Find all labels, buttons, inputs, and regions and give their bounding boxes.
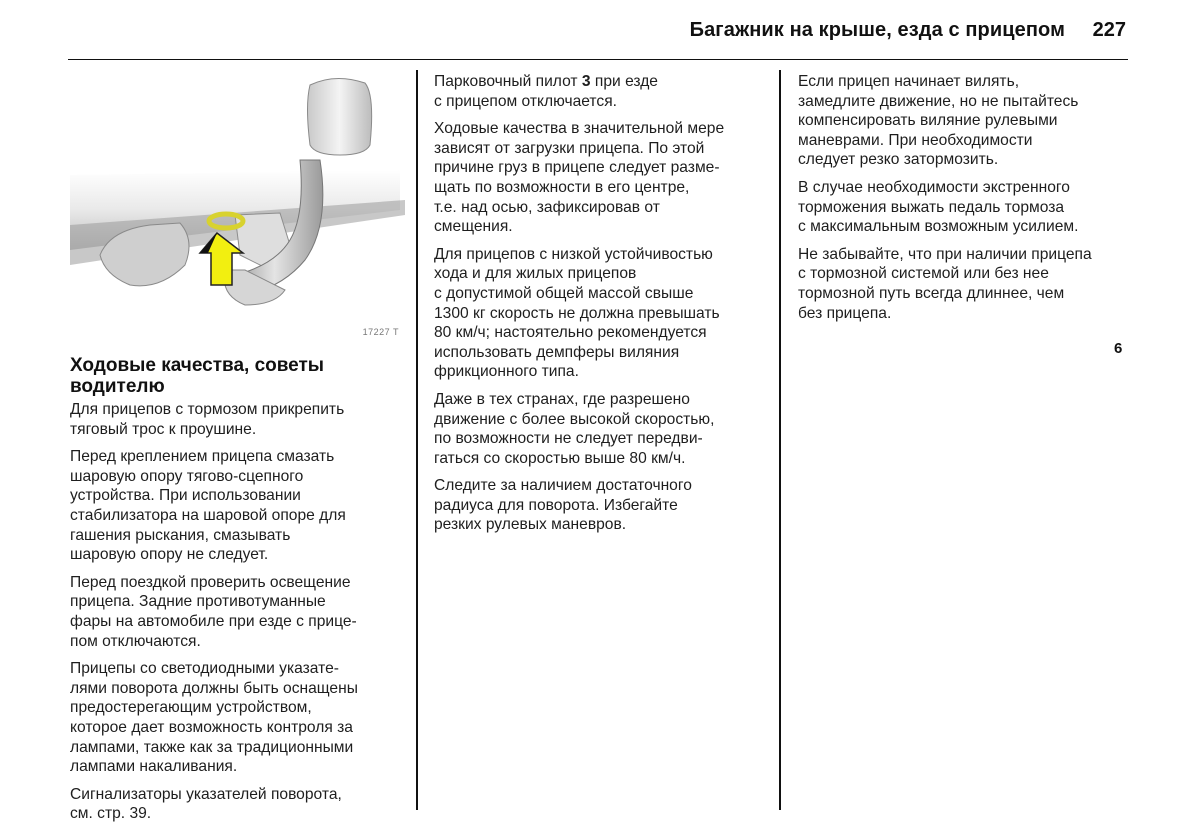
paragraph: Для прицепов с тормозом прикрепить тяговый трос к проушине. [70,401,345,438]
paragraph: Если прицеп начинает вилять, замедлите движение, но не пытайтесь компенсировать виляние рулевыми маневрами. При необходимости следует резко затормозить. [798,73,1079,169]
column-divider-2 [779,70,781,810]
paragraph: Следите за наличием достаточного радиуса для поворота. Избегайте резких рулевых маневров. [434,477,692,534]
column-1 [70,355,415,832]
paragraph: Даже в тех странах, где разрешено движение с более высокой скоростью, по возможности не следует передви- гаться со скоростью выше 80 км/ч. [434,390,715,467]
paragraph-page-reference: Сигнализаторы указателей поворота, см. стр. 39. [70,785,342,823]
chapter-marker: 6 [1114,340,1123,357]
paragraph: Не забывайте, что при наличии прицепа с тормозной системой или без нее тормозной путь всегда длиннее, чем без прицепа. [798,245,1092,322]
tow-bar-illustration [70,75,405,345]
paragraph: Ходовые качества в значительной мере зависят от загрузки прицепа. По этой причине груз в прицепе следует разме- щать по возможности в его центре, т.е. над осью, зафиксировав от смещения. [434,120,725,236]
page-header [68,0,1128,60]
paragraph: Перед креплением прицепа смазать шаровую опору тягово-сцепного устройства. При использовании стабилизатора на шаровой опоре для гашения рыскания, смазывать шаровую опору не следует. [70,448,346,564]
column-divider-1 [416,70,418,810]
text-before-bold: Парковочный пилот [434,73,582,90]
figure-code: 17227 T [362,327,399,337]
paragraph: Перед поездкой проверить освещение прицепа. Задние противотуманные фары на автомобиле при езде с прице- пом отключаются. [70,573,357,650]
paragraph: Прицепы со светодиодными указате- лями поворота должны быть оснащены предостерегающим устройством, которое дает возможность контроля за лампами, также как за традиционными лампами накаливания. [70,660,358,776]
text-after-bold: при езде с прицепом отключается. [434,73,658,110]
paragraph: В случае необходимости экстренного торможения выжать педаль тормоза с максимальным возможным усилием. [798,178,1079,236]
paragraph-parking-pilot [434,72,774,111]
reference-number: 3 [581,73,591,90]
column-3 [798,72,1138,331]
tow-ball [308,78,372,155]
header-title: Багажник на крыше, езда с прицепом [689,19,1065,41]
column-2 [434,72,774,543]
page-number: 227 [1092,19,1126,41]
section-heading: Ходовые качества, советы водителю [70,355,325,397]
paragraph: Для прицепов с низкой устойчивостью хода и для жилых прицепов с допустимой общей массой свыше 1300 кг скорость не должна превышать 80 км/ч; настоятельно рекомендуется использовать демпферы виляния фрикционного типа. [434,245,720,381]
tow-bar-figure [70,75,405,345]
